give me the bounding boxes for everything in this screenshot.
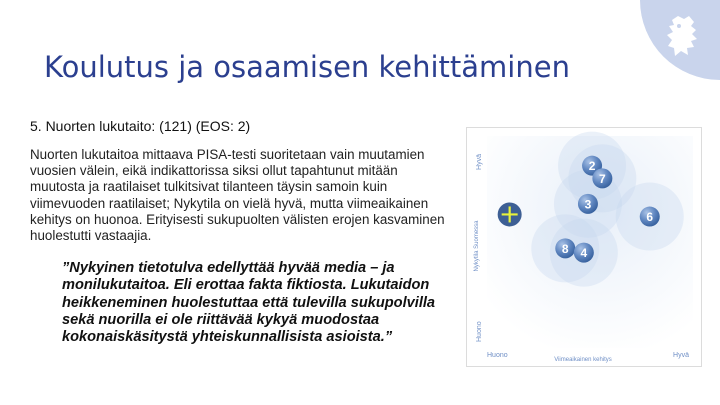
corner-logo [640,0,720,80]
section-heading: 5. Nuorten lukutaito: (121) (EOS: 2) [30,118,251,134]
data-point-label: 3 [584,197,592,212]
y-axis-label: Nykytila Suomessa [474,220,480,272]
lion-crest-icon [664,14,702,58]
indicator-chart-svg [467,128,701,366]
data-point-label: 4 [580,246,588,261]
data-point-label: 6 [646,210,654,225]
x-low-label: Huono [487,352,508,359]
slide-title: Koulutus ja osaamisen kehittäminen [44,50,570,84]
quote-text: ”Nykyinen tietotulva edellyttää hyvää media – ja monilukutaitoa. Eli erottaa fakta fiktiosta. Lukutaidon heikkeneminen huolestuttaa että tulevilla sukupolvilla sekä nuorilla ei ole riittävää kykyä muodostaa kokonaiskäsitystä yhteiskunnallisista asioista.” [62,260,436,346]
data-point-label: 8 [561,241,569,256]
y-low-label: Huono [476,321,483,342]
body-text: Nuorten lukutaitoa mittaava PISA-testi suoritetaan vain muutamien vuosien välein, eikä indikattorissa siksi ollut tapahtunut mitään muutosta ja raatilaiset tulkitsivat tilanteen täysin samoin kuin viimevuoden raatilaiset; Nykytila on vielä hyvä, mutta viimeaikainen kehitys on huonoa. Erityisesti sukupuolten välisten erojen kasvaminen huolestutti vastaajia. [30,147,445,244]
data-point-label: 2 [588,159,596,174]
data-point-label: 7 [599,171,606,186]
indicator-chart [466,127,702,367]
y-high-label: Hyvä [476,154,483,170]
x-high-label: Hyvä [673,352,689,359]
x-axis-label: Viimeaikainen kehitys [554,357,612,363]
